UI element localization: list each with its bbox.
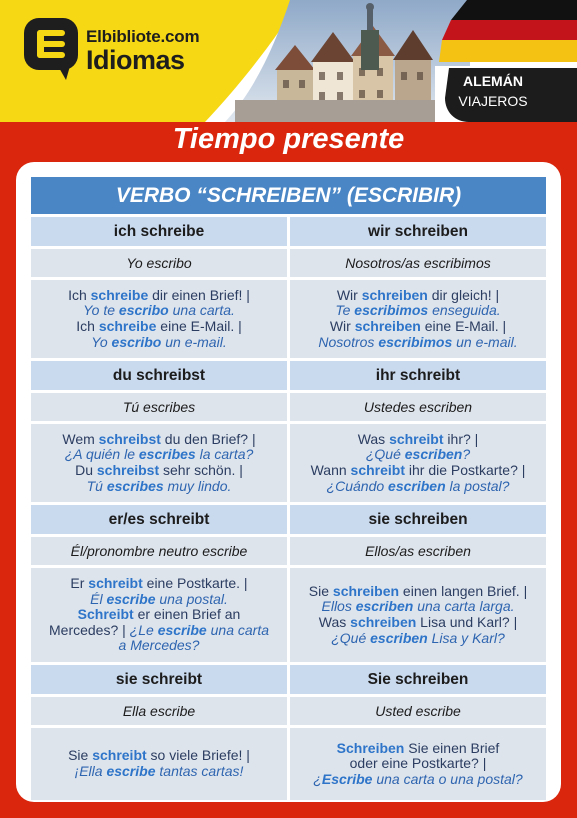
sentence-text: Él bbox=[90, 590, 107, 607]
sentence-text: ¿Qué bbox=[331, 629, 371, 646]
sentence-text: un e-mail. bbox=[161, 333, 227, 350]
conjugation-table bbox=[31, 177, 546, 800]
verb-row bbox=[31, 361, 546, 390]
sentence-text: oder eine Postkarte? | bbox=[349, 755, 487, 772]
example-line bbox=[78, 607, 241, 623]
verb-translation: Ella escribe bbox=[31, 697, 287, 725]
verb-translation: Usted escribe bbox=[290, 697, 546, 725]
highlighted-verb: Schreiben bbox=[336, 739, 405, 756]
highlighted-verb: schreibt bbox=[92, 747, 147, 764]
sentence-text: ¿Qué bbox=[365, 446, 405, 463]
example-line bbox=[65, 447, 254, 463]
example-sentences bbox=[290, 280, 546, 358]
example-line bbox=[337, 741, 500, 757]
sentence-text: una postal. bbox=[155, 590, 228, 607]
sentence-text: un e-mail. bbox=[452, 333, 518, 350]
frankfurt-skyline-illustration bbox=[215, 0, 470, 122]
example-line bbox=[350, 756, 487, 772]
example-sentences bbox=[31, 568, 287, 662]
highlighted-verb: schreiben bbox=[361, 286, 428, 303]
verb-form: er/es schreibt bbox=[31, 505, 287, 534]
sentence-text: Sie bbox=[308, 582, 333, 599]
example-line bbox=[75, 764, 244, 780]
table-heading: VERBO “SCHREIBEN” (ESCRIBIR) bbox=[31, 177, 546, 214]
sentence-text: eine E-Mail. | bbox=[420, 318, 507, 334]
sentence-text: muy lindo. bbox=[163, 477, 232, 494]
example-line bbox=[68, 748, 250, 764]
verb-form: du schreibst bbox=[31, 361, 287, 390]
verb-form: ich schreibe bbox=[31, 217, 287, 246]
example-line bbox=[70, 576, 247, 592]
example-line bbox=[358, 432, 479, 448]
example-line bbox=[75, 463, 243, 479]
sentence-text: Du bbox=[75, 462, 97, 478]
highlighted-verb: escribes bbox=[138, 446, 196, 463]
example-line bbox=[335, 303, 500, 319]
translation-row bbox=[31, 393, 546, 421]
sentence-text: ¿ bbox=[313, 770, 322, 787]
example-line bbox=[119, 638, 200, 654]
translation-row bbox=[31, 249, 546, 277]
example-line bbox=[90, 592, 228, 608]
verb-translation: Ustedes escriben bbox=[290, 393, 546, 421]
sentence-text: Wir bbox=[336, 286, 362, 303]
example-row bbox=[31, 568, 546, 662]
sentence-text: ihr? | bbox=[443, 430, 479, 447]
example-sentences bbox=[31, 424, 287, 502]
sentence-text: ihr die Postkarte? | bbox=[405, 462, 526, 478]
sentence-text: Was bbox=[318, 614, 351, 630]
highlighted-verb: escribe bbox=[106, 763, 156, 779]
verb-row bbox=[31, 217, 546, 246]
highlighted-verb: schreibe bbox=[98, 318, 157, 334]
sentence-text: Wir bbox=[329, 318, 355, 334]
sentence-text: ¿Le bbox=[129, 621, 158, 638]
sentence-text: Nosotros bbox=[318, 333, 379, 350]
sentence-text: Wann bbox=[310, 462, 351, 478]
example-sentences bbox=[290, 424, 546, 502]
example-sentences bbox=[290, 568, 546, 662]
sentence-text: Wem bbox=[62, 430, 99, 447]
sentence-text: eine Postkarte. | bbox=[142, 575, 248, 592]
highlighted-verb: schreiben bbox=[350, 614, 417, 630]
verb-translation: Yo escribo bbox=[31, 249, 287, 277]
sentence-text: eine E-Mail. | bbox=[156, 318, 242, 334]
verb-form: wir schreiben bbox=[290, 217, 546, 246]
example-line bbox=[49, 623, 269, 639]
highlighted-verb: escribimos bbox=[354, 302, 429, 319]
sentence-text: ¿Cuándo bbox=[326, 477, 389, 494]
sentence-text: una carta larga. bbox=[413, 598, 515, 615]
sentence-text: ¿A quién le bbox=[64, 446, 139, 463]
sentence-text: Lisa y Karl? bbox=[427, 629, 505, 646]
verb-form: sie schreiben bbox=[290, 505, 546, 534]
highlighted-verb: escribe bbox=[106, 590, 156, 607]
example-line bbox=[311, 463, 526, 479]
highlighted-verb: escriben bbox=[355, 598, 414, 615]
sentence-text: dir einen Brief! | bbox=[148, 286, 250, 303]
example-line bbox=[366, 447, 470, 463]
sentence-text: a Mercedes? bbox=[118, 637, 200, 654]
badge-language: ALEMÁN bbox=[463, 73, 523, 89]
brand-name: Idiomas bbox=[86, 45, 185, 75]
verb-translation: Nosotros/as escribimos bbox=[290, 249, 546, 277]
sentence-text: Ellos bbox=[321, 598, 356, 615]
highlighted-verb: schreibst bbox=[98, 430, 161, 447]
example-line bbox=[327, 479, 510, 495]
example-line bbox=[331, 631, 505, 647]
verb-row bbox=[31, 665, 546, 694]
highlighted-verb: schreiben bbox=[332, 582, 400, 599]
sentence-text: Lisa und Karl? | bbox=[416, 614, 518, 630]
example-line bbox=[322, 599, 515, 615]
example-line bbox=[68, 288, 250, 304]
example-row bbox=[31, 280, 546, 358]
example-line bbox=[76, 319, 242, 335]
highlighted-verb: escribes bbox=[106, 477, 164, 494]
example-line bbox=[319, 615, 517, 631]
speech-bubble-logo-icon bbox=[22, 16, 80, 82]
example-line bbox=[318, 335, 517, 351]
verb-translation: Ellos/as escriben bbox=[290, 537, 546, 565]
sentence-text: so viele Briefe! | bbox=[146, 747, 250, 764]
sentence-text: una carta. bbox=[168, 302, 235, 319]
verb-form: sie schreibt bbox=[31, 665, 287, 694]
highlighted-verb: escribe bbox=[157, 621, 207, 638]
example-row bbox=[31, 728, 546, 800]
highlighted-verb: escribo bbox=[118, 302, 169, 319]
sentence-text: Sie einen Brief bbox=[404, 739, 500, 756]
sentence-text: Was bbox=[357, 430, 390, 447]
verb-translation: Tú escribes bbox=[31, 393, 287, 421]
example-line bbox=[313, 772, 522, 788]
sentence-text: dir gleich! | bbox=[427, 286, 500, 303]
example-line bbox=[330, 319, 506, 335]
header bbox=[0, 0, 577, 122]
translation-row bbox=[31, 537, 546, 565]
example-line bbox=[87, 479, 232, 495]
sentence-text: sehr schön. | bbox=[159, 462, 243, 478]
example-line bbox=[62, 432, 255, 448]
verb-form: ihr schreibt bbox=[290, 361, 546, 390]
badge-audience: VIAJEROS bbox=[458, 93, 528, 109]
sentence-text: una carta bbox=[206, 621, 269, 638]
verb-form: Sie schreiben bbox=[290, 665, 546, 694]
sentence-text: er einen Brief an bbox=[133, 606, 241, 623]
example-line bbox=[83, 303, 235, 319]
sentence-text: Er bbox=[70, 575, 89, 592]
highlighted-verb: schreibst bbox=[96, 462, 160, 478]
sentence-text: tantas cartas! bbox=[155, 763, 244, 779]
brand-site: Elbibliote.com bbox=[86, 27, 200, 46]
highlighted-verb: schreibt bbox=[88, 575, 143, 592]
highlighted-verb: Schreibt bbox=[77, 606, 134, 623]
sentence-text: ¡Ella bbox=[74, 763, 107, 779]
sentence-text: la carta? bbox=[195, 446, 254, 463]
example-line bbox=[309, 584, 527, 600]
sentence-text: Yo bbox=[91, 333, 112, 350]
sentence-text: una carta o una postal? bbox=[372, 770, 523, 787]
sentence-text: Yo te bbox=[83, 302, 119, 319]
highlighted-verb: schreiben bbox=[354, 318, 421, 334]
example-row bbox=[31, 424, 546, 502]
example-line bbox=[337, 288, 499, 304]
table-body bbox=[31, 217, 546, 800]
verb-translation: Él/pronombre neutro escribe bbox=[31, 537, 287, 565]
sentence-text: Sie bbox=[68, 747, 93, 764]
sentence-text: ? bbox=[462, 446, 471, 463]
sentence-text: einen langen Brief. | bbox=[399, 582, 528, 599]
sentence-text: Mercedes? | bbox=[49, 621, 130, 638]
sentence-text: Te bbox=[335, 302, 355, 319]
highlighted-verb: escriben bbox=[370, 629, 428, 646]
sentence-text: Tú bbox=[86, 477, 107, 494]
page-title: Tiempo presente bbox=[172, 123, 405, 155]
verb-row bbox=[31, 505, 546, 534]
sentence-text: Ich bbox=[76, 318, 99, 334]
example-sentences bbox=[31, 728, 287, 800]
example-sentences bbox=[31, 280, 287, 358]
sentence-text: du den Brief? | bbox=[160, 430, 256, 447]
highlighted-verb: Escribe bbox=[321, 770, 373, 787]
highlighted-verb: schreibe bbox=[90, 286, 149, 303]
highlighted-verb: escribo bbox=[111, 333, 162, 350]
sentence-text: Ich bbox=[68, 286, 91, 303]
highlighted-verb: schreibt bbox=[350, 462, 406, 478]
example-sentences bbox=[290, 728, 546, 800]
sentence-text: enseguida. bbox=[428, 302, 501, 319]
highlighted-verb: escriben bbox=[388, 477, 446, 494]
highlighted-verb: schreibt bbox=[389, 430, 444, 447]
highlighted-verb: escribimos bbox=[378, 333, 453, 350]
example-line bbox=[91, 335, 226, 351]
translation-row bbox=[31, 697, 546, 725]
highlighted-verb: escriben bbox=[404, 446, 463, 463]
sentence-text: la postal? bbox=[445, 477, 510, 494]
